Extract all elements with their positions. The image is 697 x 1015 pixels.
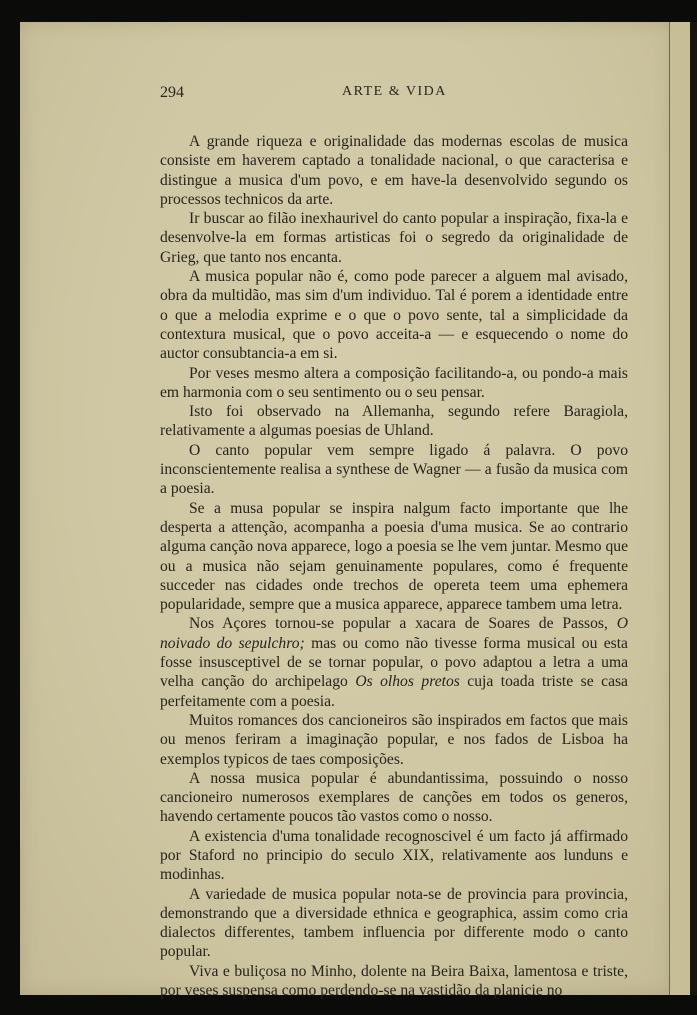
paragraph: O canto popular vem sempre ligado á palavra. O povo inconscientemente realisa a synthese de Wagner — a fusão da musica com a poesia. bbox=[160, 441, 628, 498]
paragraph: Se a musa popular se inspira nalgum facto importante que lhe desperta a attenção, acompanha a poesia d'uma musica. Se ao contrario alguma canção nova apparece, logo a poesia se lhe vem juntar. Mesmo que ou a musica não sejam genuinamente populares, como é frequente succeder nas cidades onde trechos de opereta teem uma ephemera popularidade, sempre que a musica apparece, apparece tambem uma letra. bbox=[160, 499, 628, 614]
work-title: O noivado do sepulchro; bbox=[160, 615, 628, 652]
paragraph: Ir buscar ao filão inexhaurivel do canto popular a inspiração, fixa-la e desenvolve-la em formas artisticas foi o segredo da originalidade de Grieg, que tanto nos encanta. bbox=[160, 210, 628, 266]
paragraph-text: mas ou como não tivesse forma musical ou esta fosse insusceptivel de se tornar popular, o povo adaptou a letra a uma velha canção do archipelago bbox=[160, 634, 628, 691]
paragraph-text: cuja toada triste se casa perfeitamente com a poesia. bbox=[160, 673, 628, 710]
paragraph: A variedade de musica popular nota-se de provincia para provincia, demonstrando que a diversidade ethnica e geographica, assim como cria dialectos differentes, tambem influencia por differente modo o canto popular. bbox=[160, 885, 628, 961]
facing-page-edge bbox=[669, 22, 692, 995]
work-title: Os olhos pretos bbox=[355, 673, 460, 691]
paragraph: A nossa musica popular é abundantissima, possuindo o nosso cancioneiro numerosos exemplares de canções em todos os generos, havendo certamente poucos tão vastos como o nosso. bbox=[160, 769, 628, 826]
page-number: 294 bbox=[160, 84, 184, 101]
paragraph: A musica popular não é, como pode parecer a alguem mal avisado, obra da multidão, mas sim d'um individuo. Tal é porem a identidade entre o que a melodia exprime e o que o povo sente, tal a simplicidade da contextura musical, que o povo acceita-a — e esquecendo o nome do auctor consubtancia-a em si. bbox=[160, 268, 628, 363]
paragraph: Muitos romances dos cancioneiros são inspirados em factos que mais ou menos feriram a imaginação popular, e nos fados de Lisboa ha exemplos typicos de taes composições. bbox=[160, 711, 628, 768]
paragraph: A grande riqueza e originalidade das modernas escolas de musica consiste em haverem captado a tonalidade nacional, o que caracterisa e distingue a musica d'um povo, e em have-la desenvolvido segundo os processos technicos da arte. bbox=[160, 133, 628, 208]
body-text bbox=[160, 132, 628, 1000]
paragraph: Viva e buliçosa no Minho, dolente na Beira Baixa, lamentosa e triste, por veses suspensa como perdendo-se na vastidão da planicie no bbox=[160, 962, 628, 1000]
paragraph: Por veses mesmo altera a composição facilitando-a, ou pondo-a mais em harmonia com o seu sentimento ou o seu pensar. bbox=[160, 364, 628, 401]
scan-border bbox=[690, 22, 697, 995]
paragraph-with-titles bbox=[160, 614, 628, 710]
running-head: ARTE & VIDA bbox=[342, 84, 447, 99]
paragraph: A existencia d'uma tonalidade recognoscivel é um facto já affirmado por Staford no principio do seculo XIX, relativamente aos lunduns e modinhas. bbox=[160, 827, 628, 884]
paragraph: Isto foi observado na Allemanha, segundo refere Baragiola, relativamente a algumas poesias de Uhland. bbox=[160, 403, 628, 440]
page-header bbox=[160, 84, 630, 104]
paragraph-text: Nos Açores tornou-se popular a xacara de Soares de Passos, bbox=[189, 615, 617, 633]
